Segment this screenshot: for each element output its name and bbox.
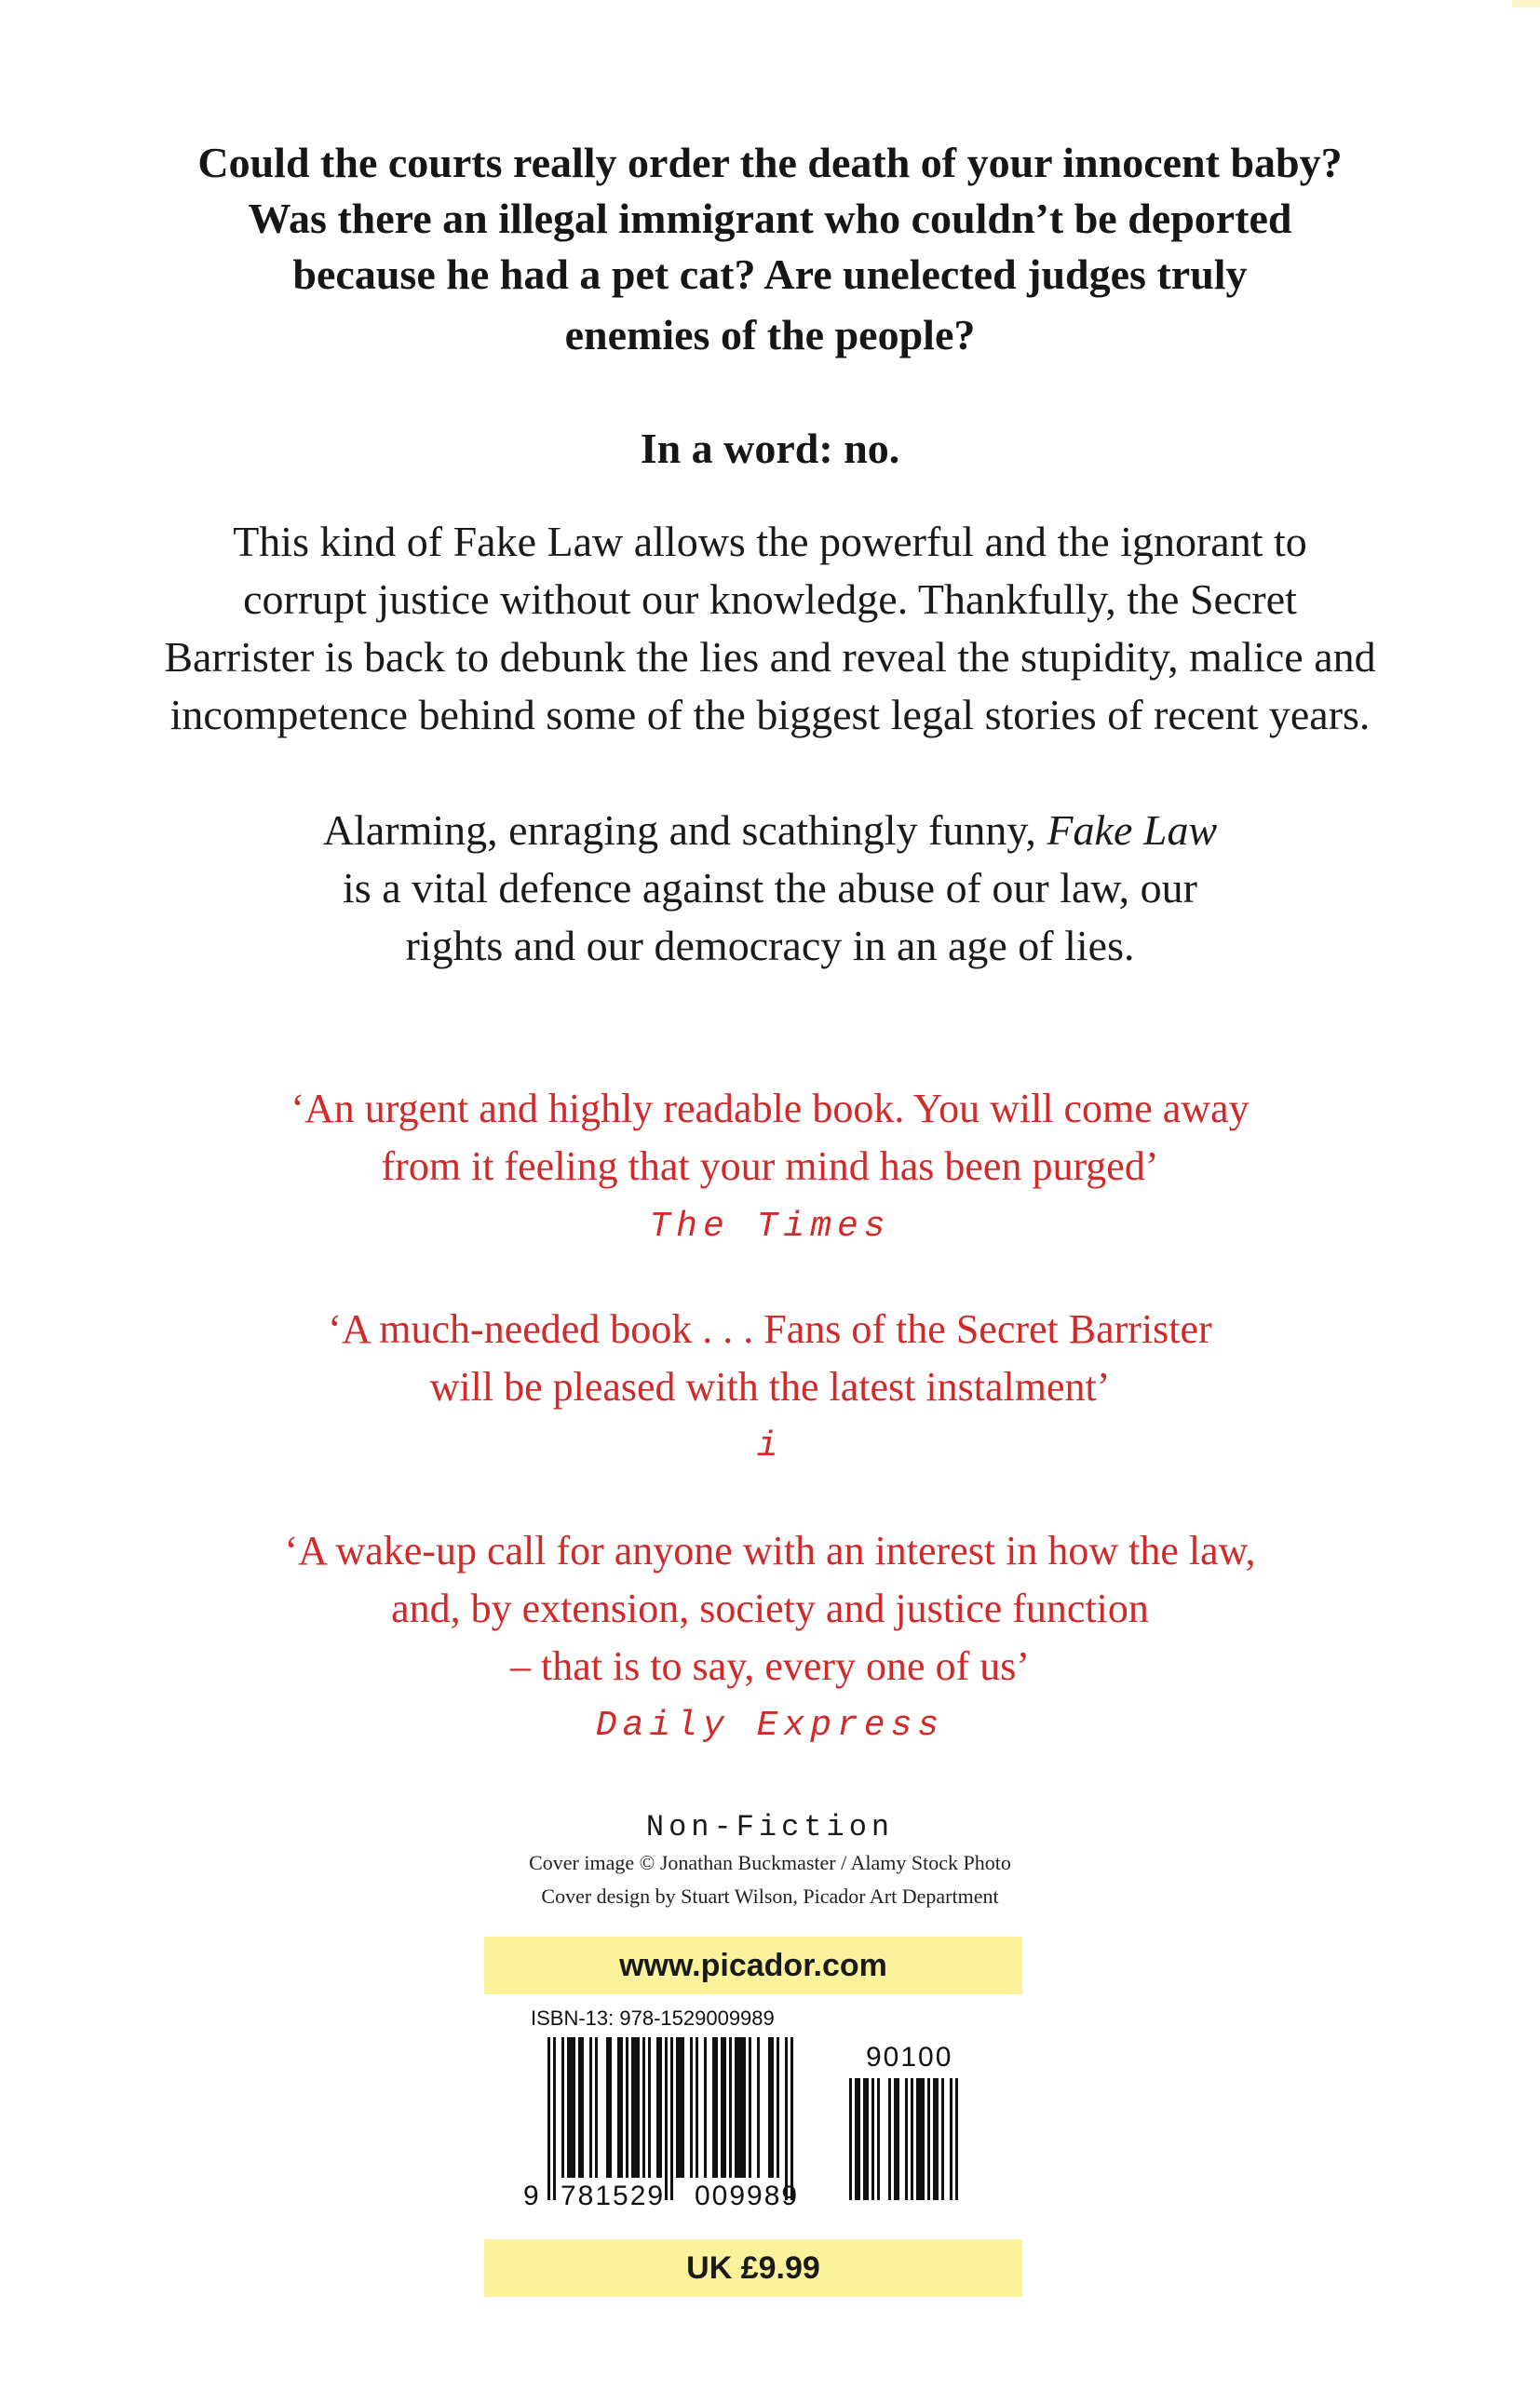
paragraph1-line-4: incompetence behind some of the biggest legal stories of recent years. — [169, 691, 1371, 738]
quote1-line-1: ‘An urgent and highly readable book. You will come away — [290, 1086, 1250, 1131]
price-sticker: UK £9.99 — [484, 2239, 1022, 2297]
barcode-bar — [749, 2037, 751, 2178]
barcode-bar — [547, 2037, 550, 2200]
barcode-group-2: 009989 — [695, 2181, 800, 2211]
barcode-bar — [863, 2078, 869, 2200]
barcode-bar — [916, 2078, 925, 2200]
website-sticker: www.picador.com — [484, 1937, 1022, 1994]
barcode-bar — [595, 2037, 598, 2178]
barcode-bar — [785, 2037, 788, 2200]
barcode-main — [547, 2037, 827, 2200]
question-line-4: enemies of the people? — [564, 311, 976, 358]
barcode-bar — [855, 2078, 860, 2200]
barcode-bar — [894, 2078, 899, 2200]
barcode-bar — [950, 2078, 952, 2200]
barcode-bar — [790, 2037, 793, 2200]
barcode-bar — [871, 2078, 874, 2200]
barcode-bar — [911, 2078, 913, 2200]
paragraph2-line-2: is a vital defence against the abuse of our law, our — [343, 864, 1197, 912]
barcode-bar — [941, 2078, 944, 2200]
barcode-bar — [877, 2078, 880, 2200]
barcode-group-1: 781529 — [561, 2181, 666, 2211]
paragraph2-line-3: rights and our democracy in an age of lies. — [405, 922, 1135, 969]
barcode-first-digit: 9 — [523, 2181, 541, 2211]
barcode-bar — [589, 2037, 592, 2178]
barcode-bar — [712, 2037, 718, 2178]
answer-line: In a word: no. — [640, 425, 900, 472]
question-line-2: Was there an illegal immigrant who couldn’t be deported — [248, 195, 1292, 242]
quote3-line-2: and, by extension, society and justice function — [391, 1586, 1149, 1631]
quote3-source: Daily Express — [595, 1706, 945, 1746]
barcode-bar — [704, 2037, 707, 2178]
cover-design-credit: Cover design by Stuart Wilson, Picador Art Department — [541, 1884, 999, 1908]
barcode-bar — [955, 2078, 958, 2200]
barcode-bar — [905, 2078, 908, 2200]
barcode-addon — [849, 2078, 993, 2200]
quote1-line-2: from it feeling that your mind has been purged’ — [381, 1143, 1159, 1189]
barcode-bar — [696, 2037, 698, 2178]
quote1-source: The Times — [649, 1207, 891, 1247]
barcode-bar — [729, 2037, 732, 2178]
barcode-bar — [933, 2078, 939, 2200]
cover-image-credit: Cover image © Jonathan Buckmaster / Alamy Stock Photo — [529, 1851, 1011, 1874]
book-title-italic: Fake Law — [1047, 806, 1218, 854]
barcode-bar — [735, 2037, 746, 2178]
paragraph2-prefix: Alarming, enraging and scathingly funny, — [322, 806, 1047, 854]
barcode-bar — [648, 2037, 651, 2178]
corner-mark — [1512, 0, 1540, 7]
barcode-bar — [690, 2037, 693, 2178]
barcode-bar — [626, 2037, 628, 2178]
barcode-bar — [656, 2037, 662, 2178]
isbn-label: ISBN-13: 978-1529009989 — [531, 2006, 775, 2030]
barcode-bar — [676, 2037, 684, 2178]
barcode-bar — [631, 2037, 640, 2178]
barcode-bar — [927, 2078, 930, 2200]
paragraph1-line-2: corrupt justice without our knowledge. Thankfully, the Secret — [243, 575, 1297, 623]
paragraph1-line-1: This kind of Fake Law allows the powerful and the ignorant to — [233, 518, 1307, 565]
paragraph1-line-3: Barrister is back to debunk the lies and reveal the stupidity, malice and — [164, 633, 1376, 681]
barcode-bar — [642, 2037, 645, 2178]
barcode-bar — [670, 2037, 673, 2200]
barcode-bar — [757, 2037, 760, 2178]
price-code: 90100 — [866, 2042, 953, 2073]
barcode-bar — [777, 2037, 779, 2178]
quote2-line-1: ‘A much-needed book . . . Fans of the Secret Barrister — [328, 1306, 1212, 1352]
barcode-bar — [888, 2078, 891, 2200]
barcode-bar — [606, 2037, 612, 2178]
quote2-line-2: will be pleased with the latest instalment’ — [429, 1364, 1111, 1410]
barcode-bar — [578, 2037, 584, 2178]
barcode-bar — [849, 2078, 852, 2200]
barcode-bar — [561, 2037, 564, 2178]
barcode-bar — [665, 2037, 668, 2200]
question-line-3: because he had a pet cat? Are unelected judges truly — [292, 250, 1248, 298]
quote3-line-3: – that is to say, every one of us’ — [509, 1643, 1030, 1689]
barcode-bar — [768, 2037, 774, 2178]
barcode-bar — [617, 2037, 623, 2178]
quote2-source: i — [756, 1426, 784, 1466]
question-line-1: Could the courts really order the death of your innocent baby? — [197, 139, 1343, 186]
barcode-bar — [553, 2037, 556, 2200]
barcode-bar — [567, 2037, 575, 2178]
paragraph2-line-1 — [0, 805, 1540, 855]
genre-label: Non-Fiction — [645, 1810, 895, 1844]
quote3-line-1: ‘A wake-up call for anyone with an interest in how the law, — [284, 1528, 1256, 1574]
barcode-bar — [721, 2037, 726, 2178]
